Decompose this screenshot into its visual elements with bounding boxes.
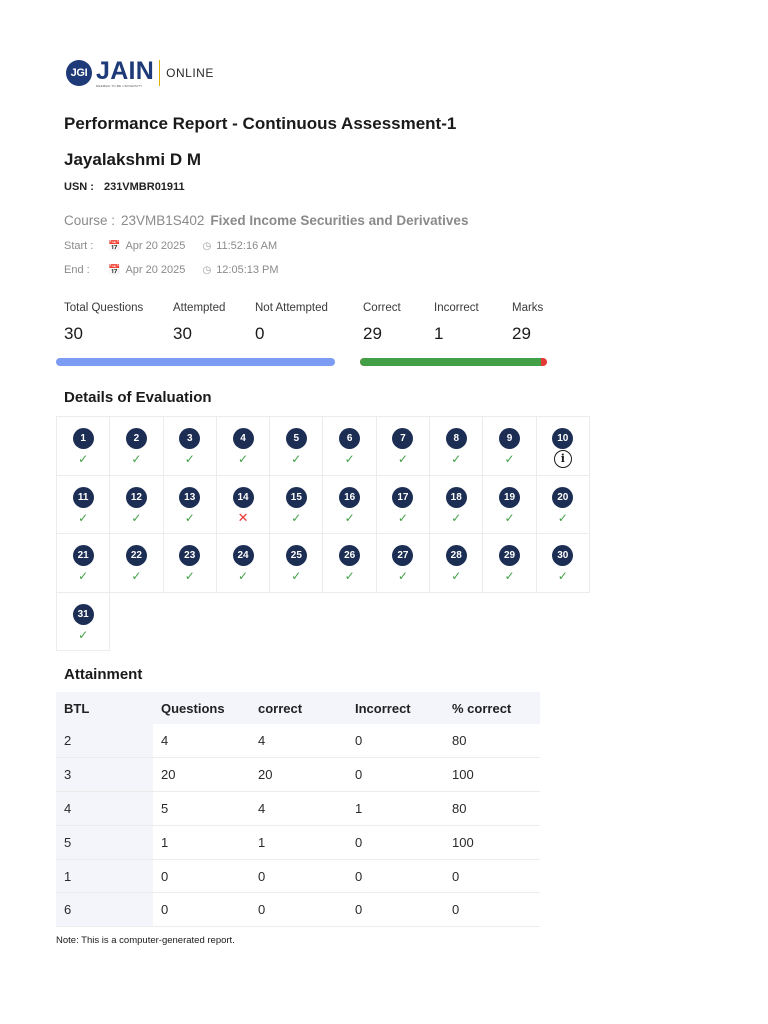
correct-incorrect-bar xyxy=(360,358,547,366)
question-cell xyxy=(376,475,430,535)
checkmark-icon: ✓ xyxy=(344,569,355,583)
checkmark-icon: ✓ xyxy=(291,452,302,466)
question-number: 14 xyxy=(233,487,254,508)
checkmark-icon: ✓ xyxy=(344,452,355,466)
jain-online-logo xyxy=(66,58,214,88)
logo-tagline: DEEMED-TO-BE UNIVERSITY xyxy=(96,83,143,88)
table-cell: 6 xyxy=(56,893,153,927)
stat-value: 0 xyxy=(255,324,265,343)
question-number: 20 xyxy=(552,487,573,508)
question-number: 21 xyxy=(73,545,94,566)
table-cell: 80 xyxy=(444,792,540,826)
question-cell xyxy=(269,416,323,476)
table-cell: 4 xyxy=(153,724,250,758)
stat-label: Correct xyxy=(363,302,401,314)
question-number: 9 xyxy=(499,428,520,449)
question-number: 27 xyxy=(392,545,413,566)
end-time: 12:05:13 PM xyxy=(216,264,279,276)
info-icon: i xyxy=(554,450,572,468)
question-number: 10 xyxy=(552,428,573,449)
question-cell xyxy=(163,416,217,476)
table-row xyxy=(56,724,540,758)
question-number: 24 xyxy=(233,545,254,566)
stat-value: 30 xyxy=(173,324,192,343)
course-name: Fixed Income Securities and Derivatives xyxy=(210,213,469,228)
column-header: BTL xyxy=(56,692,153,724)
checkmark-icon: ✓ xyxy=(78,627,89,642)
attempted-progress-bar xyxy=(56,358,335,366)
table-row xyxy=(56,893,540,927)
evaluation-grid xyxy=(56,416,589,650)
question-cell xyxy=(56,533,110,593)
checkmark-icon: ✓ xyxy=(451,569,462,583)
column-header: Incorrect xyxy=(347,692,444,724)
stat-total-questions xyxy=(64,302,143,344)
attainment-table xyxy=(56,692,540,927)
stat-label: Marks xyxy=(512,302,544,314)
table-row xyxy=(56,758,540,792)
question-cell xyxy=(429,533,483,593)
checkmark-icon: ✓ xyxy=(238,452,249,466)
end-date: Apr 20 2025 xyxy=(125,264,186,276)
start-row xyxy=(64,240,277,252)
question-cell xyxy=(429,416,483,476)
course-code: 23VMB1S402 xyxy=(121,213,205,228)
checkmark-icon: ✓ xyxy=(397,569,408,583)
question-number: 16 xyxy=(339,487,360,508)
course-label: Course : xyxy=(64,213,116,228)
correct-fill xyxy=(360,358,541,366)
checkmark-icon: ✓ xyxy=(131,452,142,466)
table-cell: 1 xyxy=(347,792,444,826)
question-cell xyxy=(482,533,536,593)
checkmark-icon: ✓ xyxy=(557,510,568,525)
question-number: 29 xyxy=(499,545,520,566)
question-number: 25 xyxy=(286,545,307,566)
checkmark-icon: ✓ xyxy=(291,510,302,525)
checkmark-icon: ✓ xyxy=(78,510,89,525)
stat-correct xyxy=(363,302,401,344)
logo-product-text: ONLINE xyxy=(166,66,214,80)
attainment-heading: Attainment xyxy=(64,666,143,683)
table-cell: 0 xyxy=(153,893,250,927)
question-cell xyxy=(536,533,590,593)
checkmark-icon: ✓ xyxy=(504,510,515,525)
question-number: 5 xyxy=(286,428,307,449)
cross-icon: ✕ xyxy=(237,509,249,525)
column-header: correct xyxy=(250,692,347,724)
table-cell: 0 xyxy=(444,859,540,893)
calendar-icon: 📅 xyxy=(108,240,121,252)
question-cell xyxy=(216,475,270,535)
checkmark-icon: ✓ xyxy=(504,569,515,583)
question-number: 13 xyxy=(179,487,200,508)
table-header-row xyxy=(56,692,540,724)
table-cell: 4 xyxy=(56,792,153,826)
usn-line xyxy=(64,181,185,193)
question-number: 6 xyxy=(339,428,360,449)
question-number: 18 xyxy=(446,487,467,508)
table-cell: 0 xyxy=(347,859,444,893)
question-number: 8 xyxy=(446,428,467,449)
clock-icon: ◷ xyxy=(202,240,212,252)
start-label: Start : xyxy=(64,240,94,252)
question-number: 4 xyxy=(233,428,254,449)
student-name: Jayalakshmi D M xyxy=(64,150,202,169)
column-header: % correct xyxy=(444,692,540,724)
table-cell: 0 xyxy=(250,893,347,927)
checkmark-icon: ✓ xyxy=(504,452,515,466)
question-number: 28 xyxy=(446,545,467,566)
question-cell xyxy=(429,475,483,535)
question-cell xyxy=(482,475,536,535)
table-cell: 1 xyxy=(153,825,250,859)
question-number: 12 xyxy=(126,487,147,508)
table-cell: 2 xyxy=(56,724,153,758)
question-number: 7 xyxy=(392,428,413,449)
start-date: Apr 20 2025 xyxy=(125,240,186,252)
table-cell: 0 xyxy=(347,724,444,758)
checkmark-icon: ✓ xyxy=(78,569,89,583)
table-row xyxy=(56,825,540,859)
question-cell xyxy=(216,533,270,593)
table-cell: 100 xyxy=(444,758,540,792)
table-cell: 1 xyxy=(250,825,347,859)
end-label: End : xyxy=(64,264,90,276)
footer-note: Note: This is a computer-generated report. xyxy=(56,935,235,946)
question-number: 26 xyxy=(339,545,360,566)
checkmark-icon: ✓ xyxy=(397,452,408,466)
question-cell xyxy=(376,533,430,593)
jgi-badge-icon: JGI xyxy=(66,60,92,86)
table-cell: 0 xyxy=(347,825,444,859)
question-number: 1 xyxy=(73,428,94,449)
question-cell xyxy=(482,416,536,476)
question-cell xyxy=(376,416,430,476)
table-cell: 20 xyxy=(250,758,347,792)
question-number: 15 xyxy=(286,487,307,508)
question-number: 3 xyxy=(179,428,200,449)
question-cell xyxy=(536,416,590,476)
checkmark-icon: ✓ xyxy=(291,569,302,583)
question-cell xyxy=(163,533,217,593)
question-cell xyxy=(109,475,163,535)
question-cell xyxy=(109,416,163,476)
question-cell xyxy=(269,533,323,593)
question-cell xyxy=(56,416,110,476)
question-cell xyxy=(269,475,323,535)
table-cell: 4 xyxy=(250,724,347,758)
question-number: 31 xyxy=(73,604,94,625)
checkmark-icon: ✓ xyxy=(184,569,195,583)
question-number: 23 xyxy=(179,545,200,566)
question-cell xyxy=(56,592,110,652)
table-cell: 0 xyxy=(347,758,444,792)
question-cell xyxy=(216,416,270,476)
stat-label: Not Attempted xyxy=(255,302,328,314)
stat-label: Total Questions xyxy=(64,302,144,314)
table-cell: 0 xyxy=(444,893,540,927)
course-line xyxy=(64,213,468,228)
logo-wordmark: JAIN xyxy=(96,56,155,85)
table-cell: 5 xyxy=(153,792,250,826)
question-cell xyxy=(163,475,217,535)
table-cell: 0 xyxy=(153,859,250,893)
checkmark-icon: ✓ xyxy=(131,510,142,525)
question-cell xyxy=(322,416,376,476)
checkmark-icon: ✓ xyxy=(184,452,195,466)
question-cell xyxy=(322,533,376,593)
details-heading: Details of Evaluation xyxy=(64,389,212,406)
table-cell: 80 xyxy=(444,724,540,758)
logo-divider xyxy=(159,60,160,86)
question-number: 19 xyxy=(499,487,520,508)
stat-attempted xyxy=(173,302,225,344)
calendar-icon: 📅 xyxy=(108,264,121,276)
table-cell: 0 xyxy=(250,859,347,893)
stat-value: 30 xyxy=(64,324,83,343)
checkmark-icon: ✓ xyxy=(451,510,462,525)
checkmark-icon: ✓ xyxy=(397,510,408,525)
stat-label: Incorrect xyxy=(434,302,479,314)
stat-value: 29 xyxy=(512,324,531,343)
question-number: 30 xyxy=(552,545,573,566)
checkmark-icon: ✓ xyxy=(238,569,249,583)
stat-not-attempted xyxy=(255,302,328,344)
stat-value: 1 xyxy=(434,324,444,343)
column-header: Questions xyxy=(153,692,250,724)
table-cell: 100 xyxy=(444,825,540,859)
table-row xyxy=(56,792,540,826)
start-time: 11:52:16 AM xyxy=(216,240,278,252)
question-number: 22 xyxy=(126,545,147,566)
stat-incorrect xyxy=(434,302,479,344)
table-cell: 4 xyxy=(250,792,347,826)
checkmark-icon: ✓ xyxy=(78,452,89,466)
end-row xyxy=(64,264,279,276)
table-cell: 3 xyxy=(56,758,153,792)
usn-label: USN : xyxy=(64,181,94,193)
table-cell: 20 xyxy=(153,758,250,792)
clock-icon: ◷ xyxy=(202,264,212,276)
stat-label: Attempted xyxy=(173,302,226,314)
stat-marks xyxy=(512,302,543,344)
question-cell xyxy=(322,475,376,535)
stat-value: 29 xyxy=(363,324,382,343)
checkmark-icon: ✓ xyxy=(451,452,462,466)
table-row xyxy=(56,859,540,893)
question-cell xyxy=(109,533,163,593)
checkmark-icon: ✓ xyxy=(131,569,142,583)
table-cell: 0 xyxy=(347,893,444,927)
question-number: 2 xyxy=(126,428,147,449)
usn-value: 231VMBR01911 xyxy=(103,181,185,193)
question-cell xyxy=(56,475,110,535)
question-number: 17 xyxy=(392,487,413,508)
question-cell xyxy=(536,475,590,535)
table-cell: 1 xyxy=(56,859,153,893)
table-cell: 5 xyxy=(56,825,153,859)
report-title: Performance Report - Continuous Assessment-1 xyxy=(64,114,457,133)
question-number: 11 xyxy=(73,487,94,508)
checkmark-icon: ✓ xyxy=(557,569,568,583)
checkmark-icon: ✓ xyxy=(184,510,195,525)
checkmark-icon: ✓ xyxy=(344,510,355,525)
